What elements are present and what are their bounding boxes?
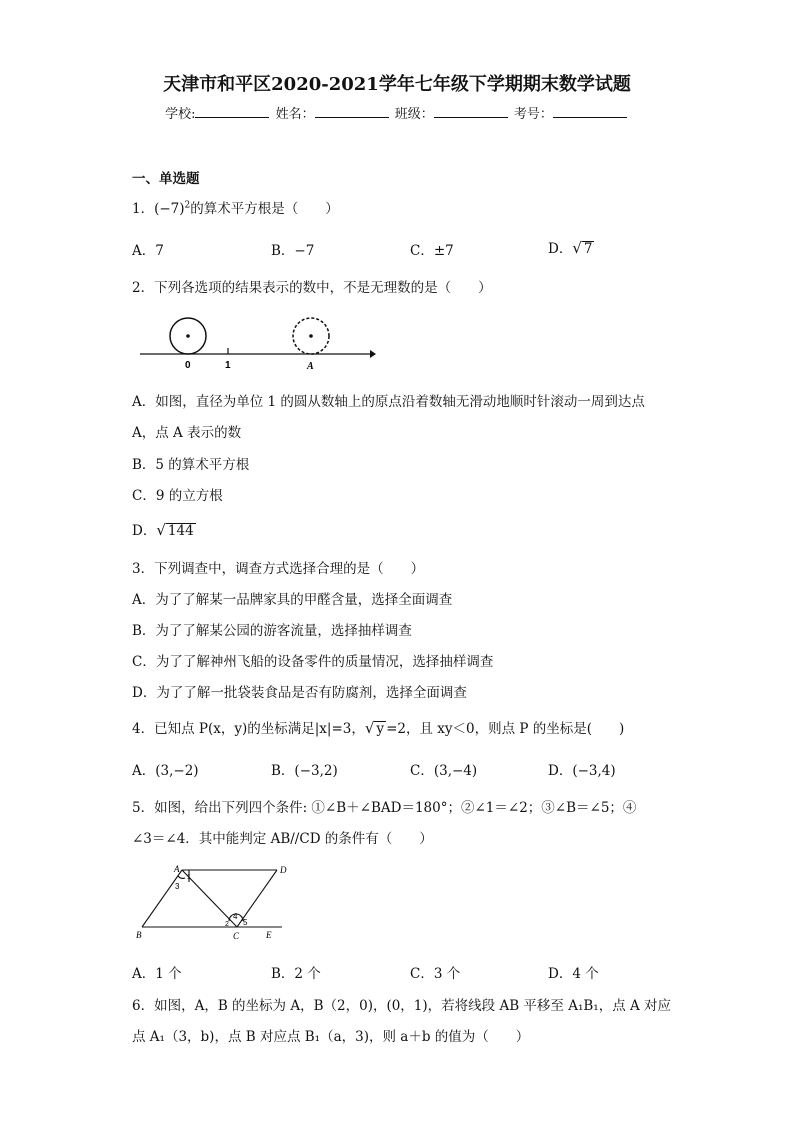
field-school-label: 学校: xyxy=(165,107,196,122)
q2-option-a-line2: A，点 A 表示的数 xyxy=(132,425,242,441)
q2-option-c: C．9 的立方根 xyxy=(132,488,223,504)
label-e: E xyxy=(266,930,272,940)
label-5: 5 xyxy=(243,918,248,927)
q5-parallelogram-figure xyxy=(132,860,292,945)
q5-option-a: A．1 个 xyxy=(132,966,182,982)
q2-option-a-line1: A．如图，直径为单位 1 的圆从数轴上的原点沿着数轴无滑动地顺时针滚动一周到达点 xyxy=(132,394,645,410)
field-name-label: 姓名： xyxy=(275,107,315,122)
q6-stem-line1: 6．如图，A，B 的坐标为 A，B（2，0)，(0，1)，若将线段 AB 平移至 A₁B₁，点 A 对应 xyxy=(132,998,672,1014)
q4-option-d: D．(−3,4) xyxy=(548,763,616,779)
label-4: 4 xyxy=(233,912,238,921)
q6-stem-line2: 点 A₁（3，b)，点 B 对应点 B₁（a，3)，则 a＋b 的值为（ ） xyxy=(132,1029,530,1045)
q5-stem-line2: ∠3＝∠4．其中能判定 AB//CD 的条件有（ ） xyxy=(132,831,433,847)
label-2: 2 xyxy=(225,921,229,928)
label-d: D xyxy=(280,865,287,875)
q2-number-line-figure xyxy=(138,312,378,372)
field-class-blank[interactable] xyxy=(434,105,508,118)
q2-option-d: D．√ 144 xyxy=(132,521,194,539)
number-line-arrow xyxy=(370,350,376,358)
label-0: 0 xyxy=(185,360,191,371)
field-school-blank[interactable] xyxy=(195,105,269,118)
field-number-label: 考号： xyxy=(513,107,553,122)
field-name-blank[interactable] xyxy=(315,105,389,118)
q5-stem-line1: 5．如图，给出下列四个条件: ①∠B＋∠BAD＝180°；②∠1＝∠2；③∠B＝∠5；④ xyxy=(132,800,637,816)
q1-option-a: A．7 xyxy=(132,243,164,259)
q3-stem: 3．下列调查中，调查方式选择合理的是（ ） xyxy=(132,561,425,577)
q4-stem: 4．已知点 P(x，y)的坐标满足|x|=3，√ y =2，且 xy＜0，则点 P 的坐标是( ) xyxy=(132,719,625,737)
label-a: A xyxy=(174,864,180,874)
field-number-blank[interactable] xyxy=(553,105,627,118)
label-1: 1 xyxy=(187,874,191,881)
q1-option-b: B．−7 xyxy=(271,243,315,259)
q3-option-a: A．为了了解某一品牌家具的甲醛含量，选择全面调查 xyxy=(132,592,453,608)
q1-option-d: D．√ 7 xyxy=(548,239,593,257)
q4-option-c: C．(3,−4) xyxy=(410,763,478,779)
q2-stem: 2．下列各选项的结果表示的数中，不是无理数的是（ ） xyxy=(132,280,492,296)
q3-option-d: D．为了了解一批袋装食品是否有防腐剂，选择全面调查 xyxy=(132,685,467,701)
q3-option-b: B．为了了解某公园的游客流量，选择抽样调查 xyxy=(132,623,412,639)
section-heading: 一、单选题 xyxy=(132,171,200,187)
q4-option-a: A．(3,−2) xyxy=(132,763,199,779)
page-title: 天津市和平区2020-2021学年七年级下学期期末数学试题 xyxy=(163,74,631,95)
q1-stem: 1．$(-7)^2$的算术平方根是（ ） xyxy=(132,200,339,217)
q5-option-c: C．3 个 xyxy=(410,966,461,982)
label-b: B xyxy=(136,930,142,940)
student-info-line xyxy=(0,103,794,122)
q2-option-b: B．5 的算术平方根 xyxy=(132,457,250,473)
q5-option-b: B．2 个 xyxy=(271,966,321,982)
field-class-label: 班级： xyxy=(394,107,434,122)
label-c: C xyxy=(233,931,240,941)
q4-option-b: B．(−3,2) xyxy=(271,763,338,779)
circle-solid-center xyxy=(186,334,190,338)
circle-dashed-center xyxy=(309,334,313,338)
label-3: 3 xyxy=(175,882,180,891)
label-a: A xyxy=(307,361,314,372)
q1-option-c: C．±7 xyxy=(410,243,454,259)
q3-option-c: C．为了了解神州飞船的设备零件的质量情况，选择抽样调查 xyxy=(132,654,494,670)
label-1: 1 xyxy=(225,360,231,371)
q5-option-d: D．4 个 xyxy=(548,966,599,982)
